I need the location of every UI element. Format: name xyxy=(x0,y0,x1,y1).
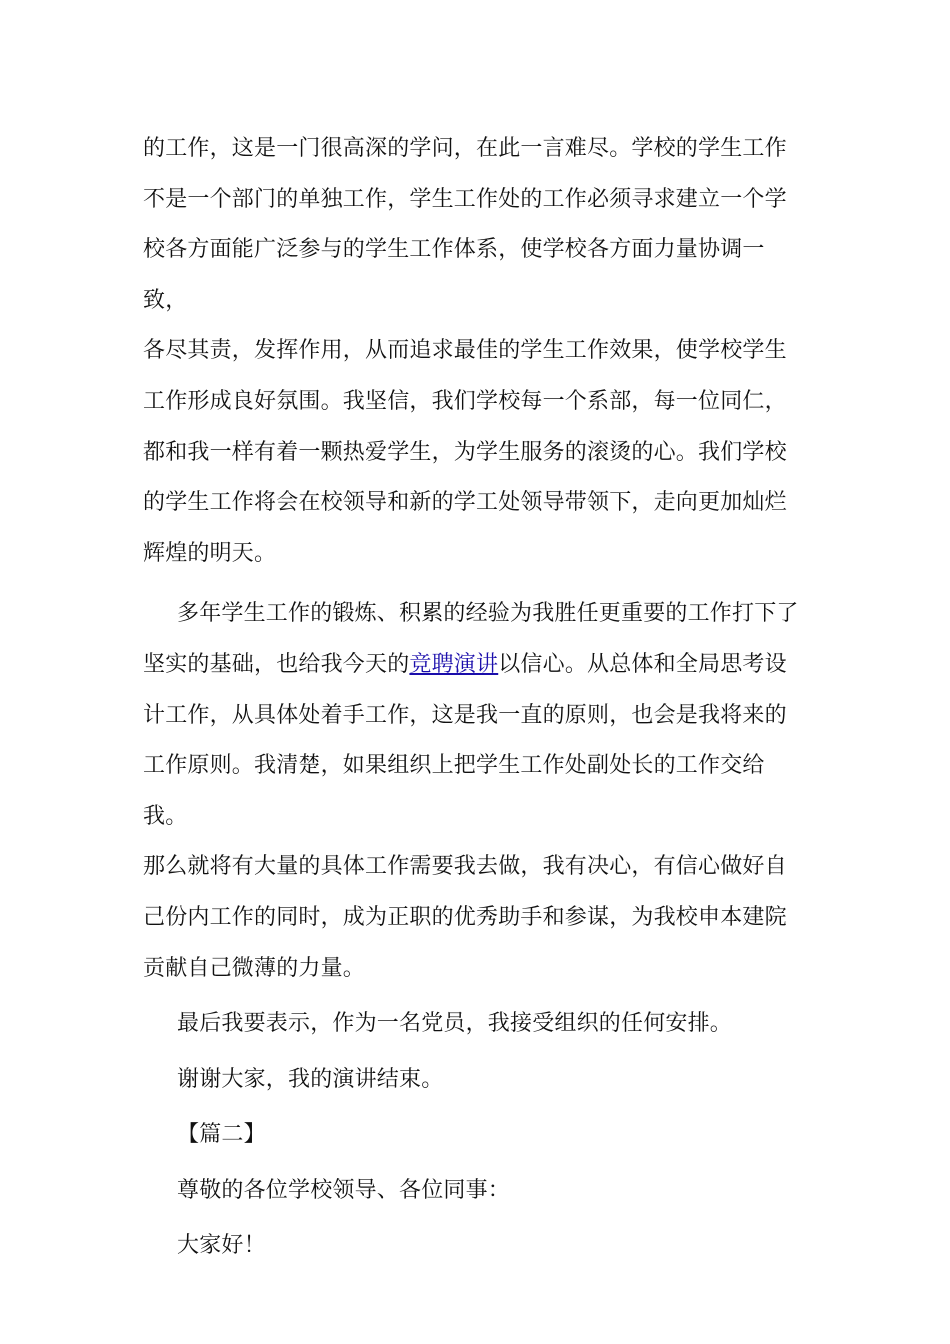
salutation: 尊敬的各位学校领导、各位同事： xyxy=(177,1177,511,1203)
paragraph-2-text-after-link: 以信心。从总体和全局思考设 计工作，从具体处着手工作，这是我一直的原则，也会是我将来的 工作原则。我清楚，如果组织上把学生工作处副处长的工作交给我。 那么就将有大量的具体工作需要我去做，我有决心，有信心做好自 己份内工作的同时，成为正职的优秀助手和参谋，为我校申本建院 贡献自己微薄的力量。 xyxy=(143,651,787,981)
competition-speech-link[interactable]: 竞聘演讲 xyxy=(409,651,499,677)
closing-statement: 最后我要表示，作为一名党员，我接受组织的任何安排。 xyxy=(177,1011,733,1037)
paragraph-1: 的工作，这是一门很高深的学问，在此一言难尽。学校的学生工作 不是一个部门的单独工作，学生工作处的工作必须寻求建立一个学 校各方面能广泛参与的学生工作体系，使学校各方面力量协调一致， 各尽其责，发挥作用，从而追求最佳的学生工作效果，使学校学生 工作形成良好氛围。我坚信，我们学校每一个系部，每一位同仁， 都和我一样有着一颗热爱学生，为学生服务的滚烫的心。我们学校 的学生工作将会在校领导和新的学工处领导带领下，走向更加灿烂 辉煌的明天。 xyxy=(143,136,787,566)
section-heading: 【篇二】 xyxy=(177,1122,266,1148)
document-body xyxy=(143,124,807,1272)
greeting: 大家好！ xyxy=(177,1233,266,1259)
paragraph-2 xyxy=(143,589,807,994)
paragraph-2-text-before-link: 多年学生工作的锻炼、积累的经验为我胜任更重要的工作打下了 坚实的基础，也给我今天的 xyxy=(143,601,799,677)
thank-you-line: 谢谢大家，我的演讲结束。 xyxy=(177,1066,444,1092)
